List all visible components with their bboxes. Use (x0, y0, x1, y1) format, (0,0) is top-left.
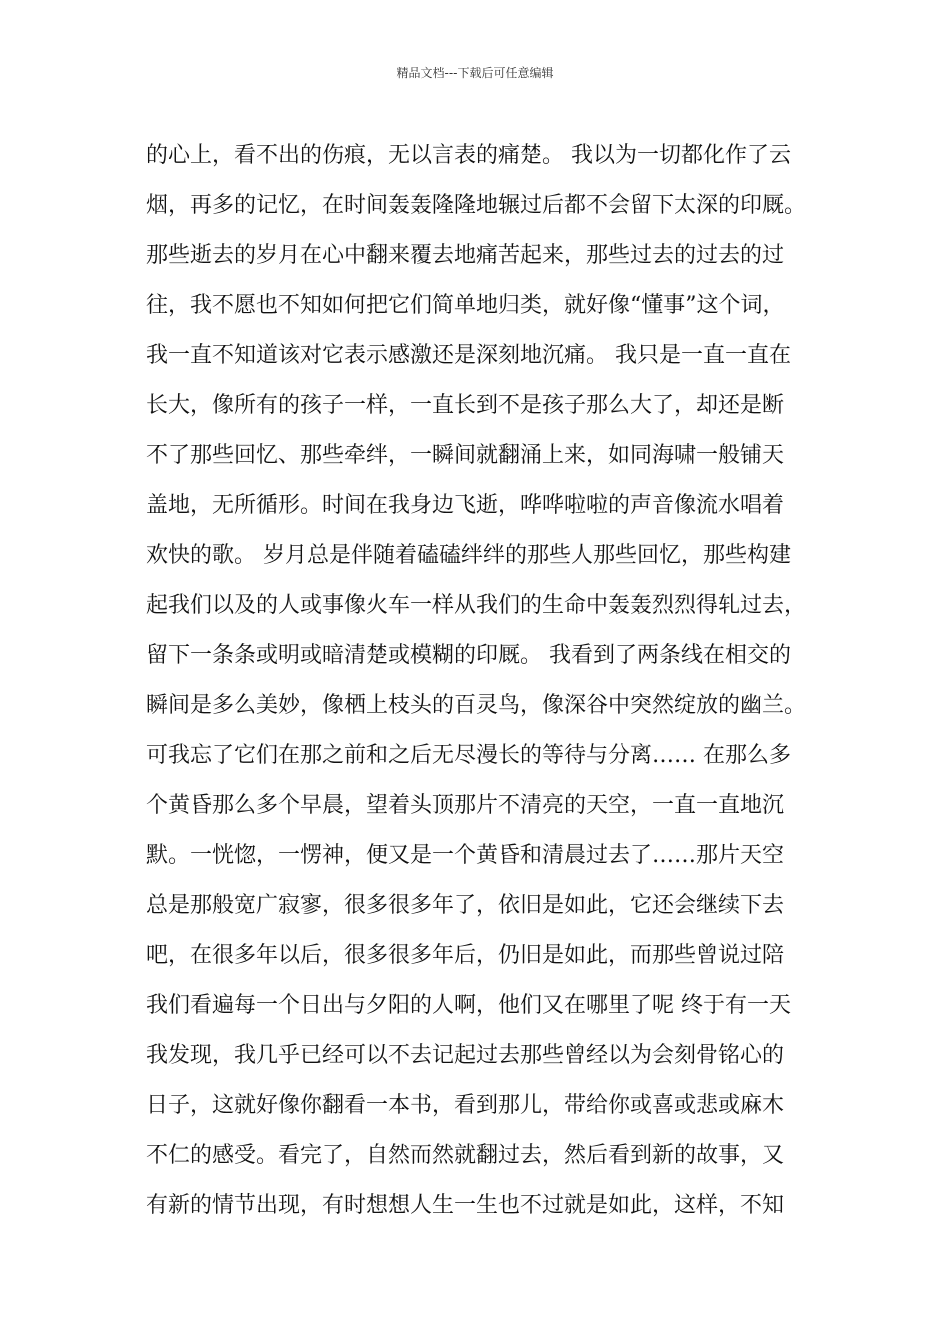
text-line: 我发现，我几乎已经可以不去记起过去那些曾经以为会刻骨铭心的 (146, 1043, 785, 1068)
text-line: 可我忘了它们在那之前和之后无尽漫长的等待与分离…… 在那么多 (146, 743, 791, 768)
text-line: 的心上，看不出的伤痕，无以言表的痛楚。 我以为一切都化作了云 (146, 143, 791, 168)
text-line: 我一直不知道该对它表示感激还是深刻地沉痛。 我只是一直一直在 (146, 343, 791, 368)
text-line: 盖地，无所循形。时间在我身边飞逝，哗哗啦啦的声音像流水唱着 (146, 493, 785, 518)
text-line: 默。一恍惚，一愣神，便又是一个黄昏和清晨过去了……那片天空 (146, 843, 785, 868)
text-line: 吧，在很多年以后，很多很多年后，仍旧是如此，而那些曾说过陪 (146, 943, 785, 968)
text-line: 起我们以及的人或事像火车一样从我们的生命中轰轰烈烈得轧过去， (146, 593, 807, 618)
text-line: 那些逝去的岁月在心中翻来覆去地痛苦起来，那些过去的过去的过 (146, 243, 785, 268)
text-line: 欢快的歌。 岁月总是伴随着磕磕绊绊的那些人那些回忆，那些构建 (146, 543, 791, 568)
text-line: 往，我不愿也不知如何把它们简单地归类，就好像“懂事”这个词， (146, 293, 785, 318)
body-text (146, 131, 826, 1231)
text-line: 不仁的感受。看完了，自然而然就翻过去，然后看到新的故事，又 (146, 1143, 785, 1168)
page-header: 精品文档---下载后可任意编辑 (396, 66, 554, 80)
text-line: 我们看遍每一个日出与夕阳的人啊，他们又在哪里了呢 终于有一天 (146, 993, 791, 1018)
text-line: 烟，再多的记忆，在时间轰轰隆隆地辗过后都不会留下太深的印厩。 (146, 193, 807, 218)
text-line: 日子，这就好像你翻看一本书，看到那儿，带给你或喜或悲或麻木 (146, 1093, 785, 1118)
text-line: 有新的情节出现，有时想想人生一生也不过就是如此，这样，不知 (146, 1193, 785, 1218)
text-line: 个黄昏那么多个早晨，望着头顶那片不清亮的天空，一直一直地沉 (146, 793, 785, 818)
text-line: 长大，像所有的孩子一样，一直长到不是孩子那么大了，却还是断 (146, 393, 785, 418)
text-line: 总是那般宽广寂寥，很多很多年了，依旧是如此，它还会继续下去 (146, 893, 785, 918)
text-line: 留下一条条或明或暗清楚或模糊的印厩。 我看到了两条线在相交的 (146, 643, 791, 668)
text-line: 不了那些回忆、那些牵绊，一瞬间就翻涌上来，如同海啸一般铺天 (146, 443, 785, 468)
text-line: 瞬间是多么美妙，像栖上枝头的百灵鸟，像深谷中突然绽放的幽兰。 (146, 693, 807, 718)
